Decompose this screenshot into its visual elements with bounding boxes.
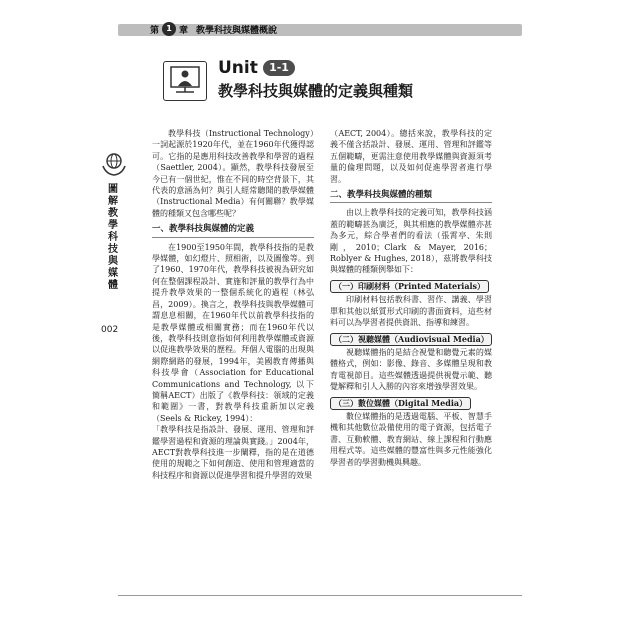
chapter-prefix: 第 bbox=[150, 25, 160, 36]
printed-materials-paragraph: 印刷材料包括教科書、習作、講義、學習單和其他以紙質形式印刷的書面資料，這些材料可以為學習者提供資訊、指導和練習。 bbox=[330, 295, 492, 328]
continued-paragraph: （AECT, 2004）。總括來說，教學科技的定義不僅含括設計、發展、運用、管理和評鑑等五個範疇，更需注意使用教學媒體與資源須考量的倫理問題，以及如何促進學習者進行學習。 bbox=[330, 129, 492, 184]
section-heading-definitions: 一、教學科技與媒體的定義 bbox=[152, 224, 314, 237]
unit-title: 教學科技與媒體的定義與種類 bbox=[218, 82, 414, 100]
subheading-digital-media: （三）數位媒體（Digital Media） bbox=[330, 397, 492, 410]
definitions-paragraph: 在1900至1950年間，教學科技指的是教學媒體，如幻燈片、照相術，以及圖像等。到了1960、1970年代，教學科技被視為研究如何在整個課程設計、實施和評量的教學行為中提升教學效果的一整個系統化的過程（林弘昌，2009）。換言之，教學科技與教學媒體可謂息息相關，在1960年代以前教學科技指的是教學媒體或相關實務；而在1960年代以後，教學科技則意指如何利用教學媒體或資源以促進教學效果的歷程。拜個人電腦的出現與網際網路的發展，1994年，美國教育傳播與科技學會（Association for Educational Communications and Technology, 以下簡稱AECT）出版了《教學科技：領域的定義和範圍》一書，對教學科技重新加以定義（Seels & Rickey, 1994）： bbox=[152, 242, 314, 423]
digital-media-paragraph: 數位媒體指的是透過電腦、平板、智慧手機和其他數位設備使用的電子資源，包括電子書、互動軟體、教育網站、線上課程和行動應用程式等。這些媒體的豐富性與多元性能強化學習者的學習動機與興趣。 bbox=[330, 411, 492, 467]
unit-number-badge: 1-1 bbox=[263, 60, 295, 76]
chapter-number-badge: 1 bbox=[162, 22, 176, 36]
globe-hands-icon bbox=[100, 150, 128, 178]
section-heading-types: 二、教學科技與媒體的種類 bbox=[330, 190, 492, 203]
aect-quote-paragraph: 「教學科技是指設計、發展、運用、管理和評鑑學習過程和資源的理論與實踐。」2004年，AECT對教學科技進一步闡釋，指的是在道德使用的規範之下如何創造、使用和管理適當的科技程序和資源以促進學習和提升學習的效果 bbox=[152, 425, 314, 480]
right-column bbox=[330, 128, 492, 468]
subheading-printed-materials: （一）印刷材料（Printed Materials） bbox=[330, 280, 492, 293]
page-number: 002 bbox=[101, 325, 119, 335]
presenter-screen-icon bbox=[163, 61, 207, 101]
chapter-title: 教學科技與媒體概說 bbox=[196, 25, 278, 36]
page-bottom-rule bbox=[118, 595, 522, 596]
left-column bbox=[152, 128, 314, 481]
audiovisual-media-paragraph: 視聽媒體指的是結合視覺和聽覺元素的媒體格式，例如：影像、錄音、多媒體呈現和教育電視節目。這些媒體透過提供視覺示範、聽覺解釋和引人入勝的內容來增強學習效果。 bbox=[330, 347, 492, 392]
series-title-vertical: 圖解教學科技與媒體 bbox=[108, 184, 118, 291]
chapter-suffix: 章 bbox=[179, 25, 189, 36]
unit-label: Unit bbox=[218, 58, 258, 78]
chapter-label bbox=[150, 21, 277, 37]
intro-paragraph: 教學科技（Instructional Technology）一詞起源於1920年代，並在1960年代獲得認可。它指的是應用科技改善教學和學習的過程（Saettler, 2004）。顯然，教學科技發展至今已有一個世紀，惟在不同的時空背景下，其代表的意涵為何？與引人經常聽聞的教學媒體（Instructional Media）有何關聯？教學媒體的種類又包含哪些呢？ bbox=[152, 129, 314, 218]
subheading-audiovisual-media: （二）視聽媒體（Audiovisual Media） bbox=[330, 333, 492, 346]
types-paragraph: 由以上教學科技的定義可知，教學科技涵蓋的範疇甚為廣泛，與其相應的教學媒體亦甚為多元，綜合學者們的看法（張霄亭、朱則剛，2010；Clark & Mayer, 2016；Roblyer & Hughes, 2018），茲將教學科技與媒體的種類例舉如下： bbox=[330, 208, 492, 275]
